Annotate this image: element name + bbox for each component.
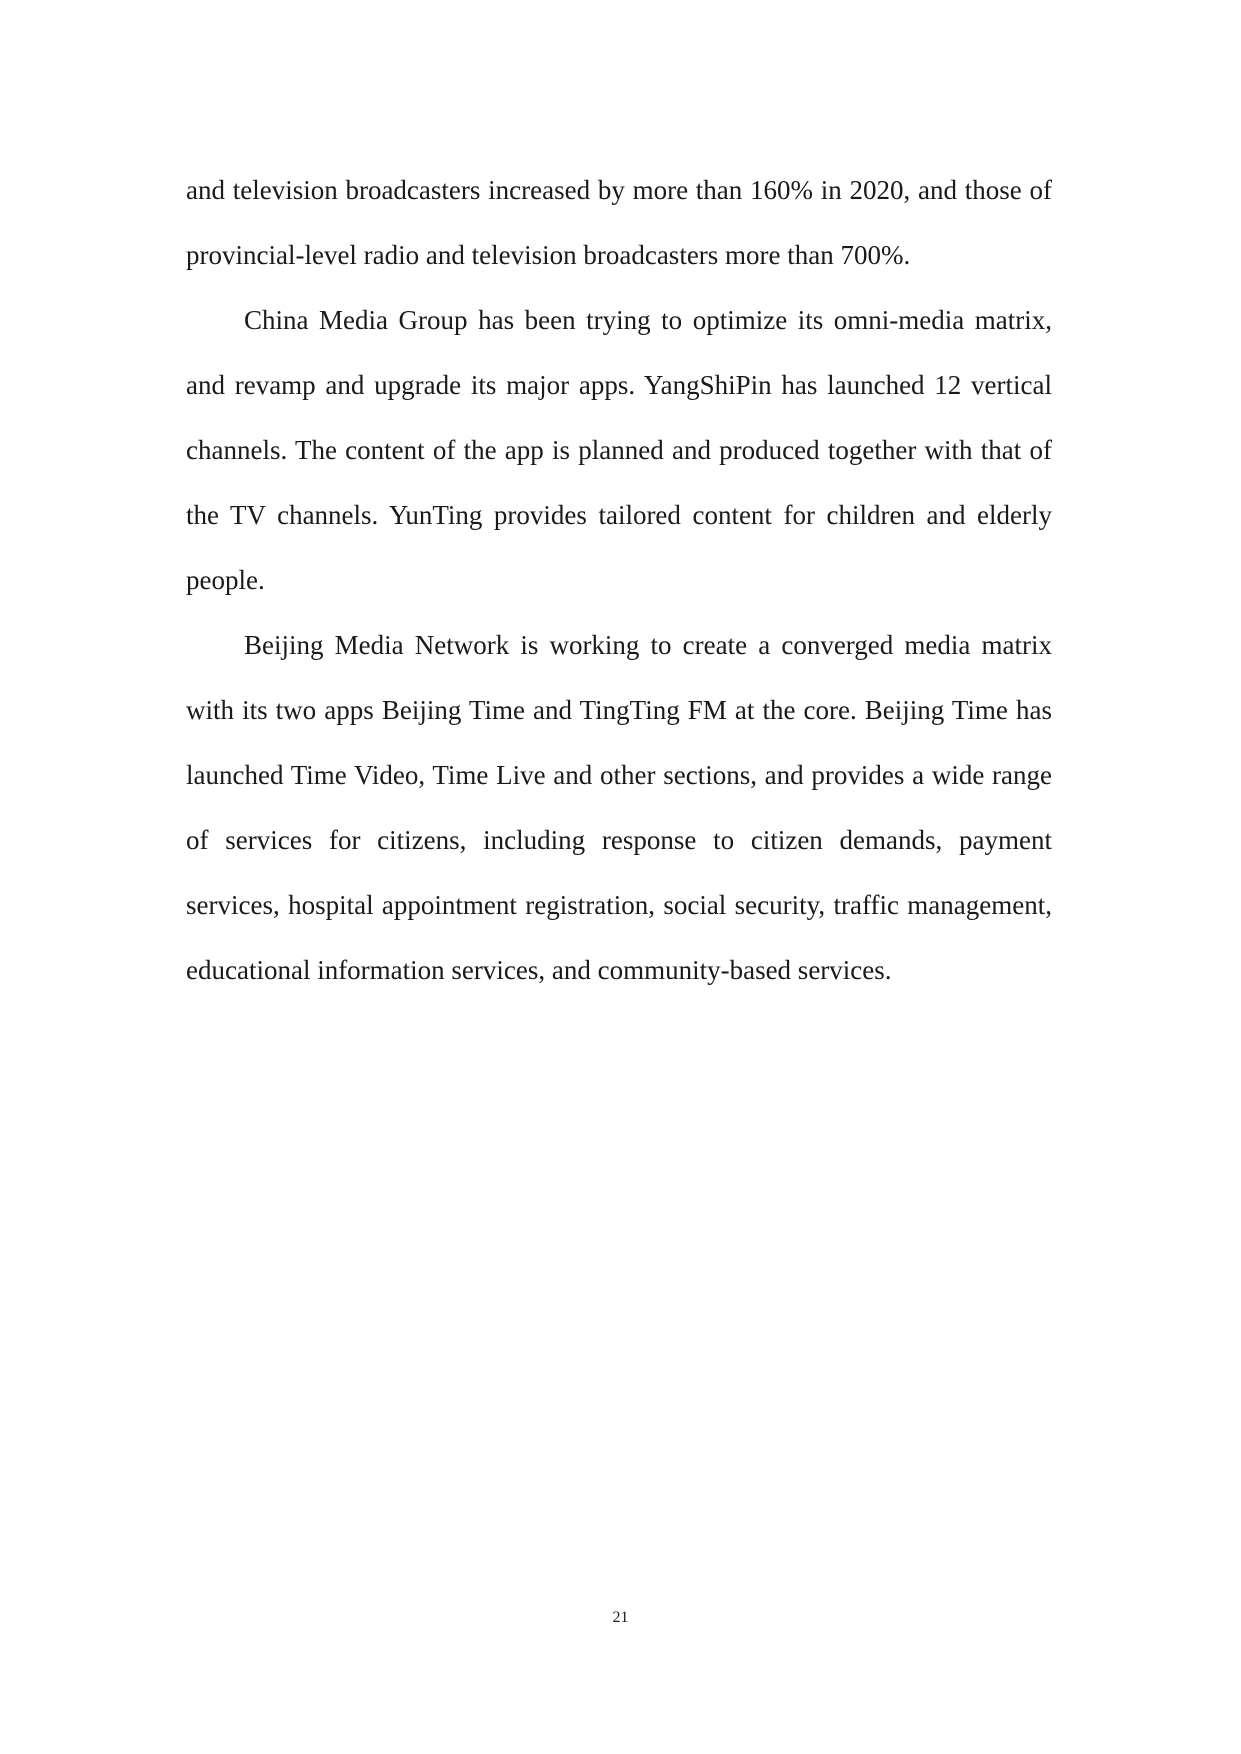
page-number: 21 <box>612 1609 629 1626</box>
paragraph-continuation: and television broadcasters increased by more than 160% in 2020, and those of provincial-level radio and television broadcasters more than 700%. <box>186 175 1052 270</box>
paragraph-china-media-group: China Media Group has been trying to optimize its omni-media matrix, and revamp and upgrade its major apps. YangShiPin has launched 12 vertical channels. The content of the app is planned and produced together with that of the TV channels. YunTing provides tailored content for children and elderly people. <box>186 305 1052 595</box>
body-text <box>186 158 1052 1003</box>
paragraph-beijing-media-network: Beijing Media Network is working to create a converged media matrix with its two apps Beijing Time and TingTing FM at the core. Beijing Time has launched Time Video, Time Live and other sections, and provides a wide range of services for citizens, including response to citizen demands, payment services, hospital appointment registration, social security, traffic management, educational information services, and community-based services. <box>186 630 1052 985</box>
